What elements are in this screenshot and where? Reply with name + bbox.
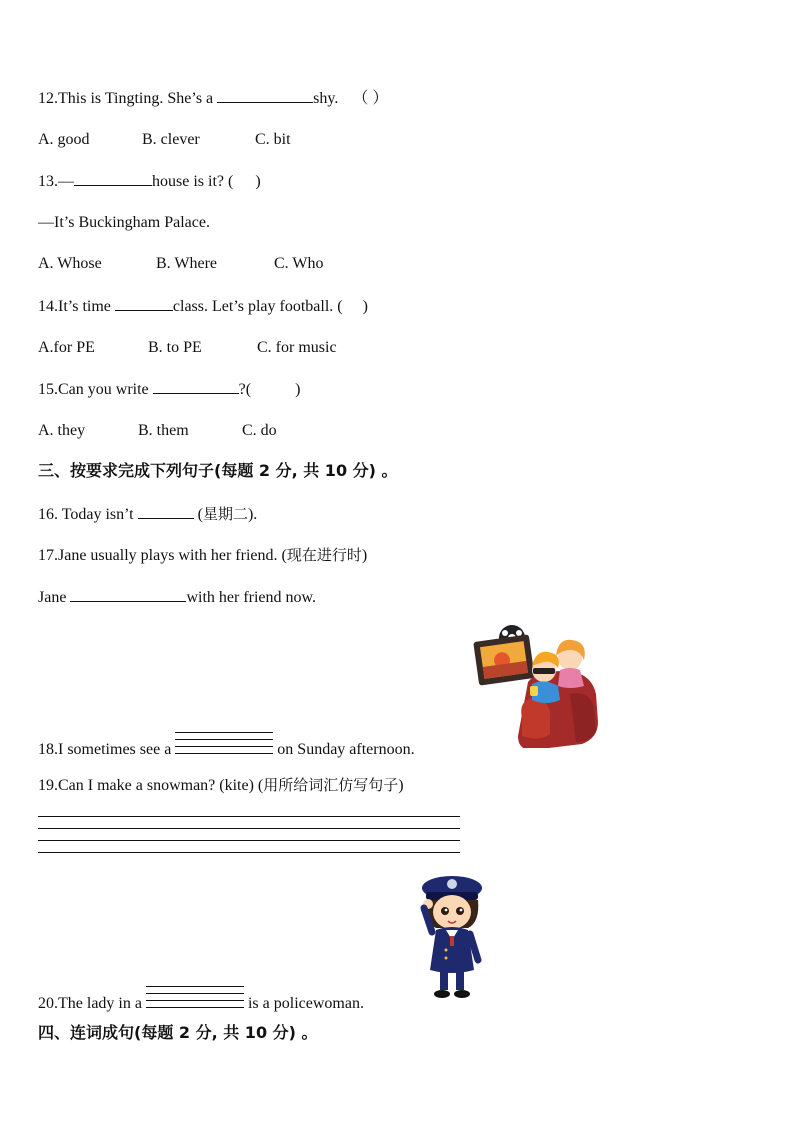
q13-stem: 13.— house is it? ( ) <box>38 173 261 190</box>
q14-option-a[interactable]: A.for PE <box>38 339 95 356</box>
q12-answer-paren[interactable]: （ ） <box>352 90 389 107</box>
q13-option-c[interactable]: C. Who <box>274 255 324 272</box>
policewoman-image <box>412 870 486 1002</box>
q12-option-b[interactable]: B. clever <box>142 131 200 148</box>
q16-stem: 16. Today isn’t (星期二). <box>38 505 258 523</box>
q17-stem: 17.Jane usually plays with her friend. (现在进行时) <box>38 546 368 564</box>
q12-option-a[interactable]: A. good <box>38 131 90 148</box>
q13-blank[interactable] <box>74 171 152 186</box>
q15-option-b[interactable]: B. them <box>138 422 189 439</box>
q15-option-a[interactable]: A. they <box>38 422 86 439</box>
cinema-couple-image <box>472 624 602 748</box>
q15-option-c[interactable]: C. do <box>242 422 277 439</box>
q19-writing-line[interactable] <box>38 840 460 841</box>
q12-option-c[interactable]: C. bit <box>255 131 291 148</box>
q19-writing-line[interactable] <box>38 852 460 853</box>
q19-writing-line[interactable] <box>38 816 460 817</box>
q15-stem: 15.Can you write ?( ) <box>38 381 301 398</box>
q14-option-c[interactable]: C. for music <box>257 339 337 356</box>
q13-option-b[interactable]: B. Where <box>156 255 218 272</box>
q19-writing-line[interactable] <box>38 828 460 829</box>
q14-blank[interactable] <box>115 296 173 311</box>
q20-stem: 20.The lady in a is a policewoman. <box>38 986 364 1014</box>
q13-option-a[interactable]: A. Whose <box>38 255 102 272</box>
q13-options <box>38 254 323 274</box>
q17-blank[interactable] <box>70 587 186 602</box>
q14-option-b[interactable]: B. to PE <box>148 339 202 356</box>
q20-writing-lines[interactable] <box>146 986 244 1014</box>
q14-options <box>38 338 337 358</box>
q14-stem: 14.It’s time class. Let’s play football. ( ) <box>38 298 368 315</box>
q12-stem: 12.This is Tingting. She’s a shy. （ ） <box>38 90 389 107</box>
q12-options <box>38 130 291 150</box>
q13-answer-line: —It’s Buckingham Palace. <box>38 214 210 231</box>
q16-blank[interactable] <box>138 504 194 519</box>
q15-blank[interactable] <box>153 379 239 394</box>
q17-answer-line: Jane with her friend now. <box>38 589 317 606</box>
q18-writing-lines[interactable] <box>175 732 273 760</box>
q15-options <box>38 421 277 441</box>
q12-blank[interactable] <box>217 88 313 103</box>
q19-stem: 19.Can I make a snowman? (kite) (用所给词汇仿写句子) <box>38 776 404 794</box>
section-4-heading: 四、连词成句(每题 2 分, 共 10 分) 。 <box>38 1023 318 1042</box>
q18-stem: 18.I sometimes see a on Sunday afternoon. <box>38 732 415 760</box>
badge-icon <box>447 879 457 889</box>
section-3-heading: 三、按要求完成下列句子(每题 2 分, 共 10 分) 。 <box>38 461 398 480</box>
